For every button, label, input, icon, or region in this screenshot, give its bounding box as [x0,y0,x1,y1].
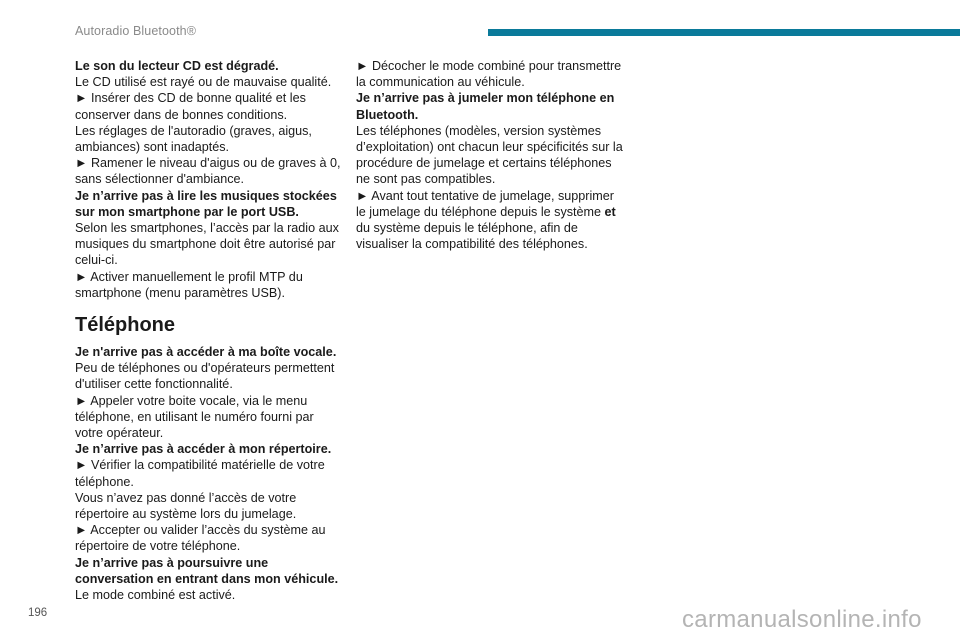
answer-text: Les téléphones (modèles, version systèmes d’exploitation) ont chacun leur spécificités sur la procédure de jumelage et certains téléphones ne sont pas compatibles. [356,123,623,187]
question-conversation: Je n’arrive pas à poursuivre une conversation en entrant dans mon véhicule. [75,555,339,586]
answer-text: Le CD utilisé est rayé ou de mauvaise qualité. [75,75,332,90]
answer-action: ► Activer manuellement le profil MTP du smartphone (menu paramètres USB). [75,269,303,300]
right-column [356,58,626,252]
action-emphasis: et [604,204,616,219]
left-column [75,58,343,603]
answer-text: Selon les smartphones, l’accès par la radio aux musiques du smartphone doit être autorisé par celui-ci. [75,221,339,268]
answer-action: ► Décocher le mode combiné pour transmettre la communication au véhicule. [356,59,622,90]
running-header: Autoradio Bluetooth® [75,24,197,38]
action-text: ► Avant tout tentative de jumelage, supprimer le jumelage du téléphone depuis le système [356,188,614,219]
answer-text: Les réglages de l'autoradio (graves, aigus, ambiances) sont inadaptés. [75,123,312,155]
answer-action: ► Insérer des CD de bonne qualité et les conserver dans de bonnes conditions. [75,91,306,122]
answer-action: ► Ramener le niveau d'aigus ou de graves à 0, sans sélectionner d'ambiance. [75,156,341,187]
question-cd-sound: Le son du lecteur CD est dégradé. [75,59,279,73]
answer-text: Vous n’avez pas donné l’accès de votre répertoire au système lors du jumelage. [75,490,297,522]
question-directory: Je n’arrive pas à accéder à mon répertoire. [75,442,332,457]
answer-action [356,188,626,253]
question-voicemail: Je n'arrive pas à accéder à ma boîte vocale. [75,345,337,360]
section-title-telephone: Téléphone [75,314,176,337]
watermark: carmanualsonline.info [682,606,922,633]
header-accent-bar [488,29,960,36]
question-usb-music: Je n’arrive pas à lire les musiques stockées sur mon smartphone par le port USB. [75,188,337,219]
question-bluetooth-pairing: Je n’arrive pas à jumeler mon téléphone en Bluetooth. [356,91,615,122]
answer-text: Peu de téléphones ou d'opérateurs permettent d'utiliser cette fonctionnalité. [75,361,335,392]
answer-action: ► Vérifier la compatibilité matérielle de votre téléphone. [75,458,325,489]
page-number: 196 [28,607,48,619]
answer-text: Le mode combiné est activé. [75,588,236,603]
action-text: du système depuis le téléphone, afin de visualiser la compatibilité des téléphones. [356,221,588,252]
answer-action: ► Accepter ou valider l’accès du système au répertoire de votre téléphone. [75,523,326,554]
answer-action: ► Appeler votre boite vocale, via le menu téléphone, en utilisant le numéro fourni par votre opérateur. [75,393,314,441]
